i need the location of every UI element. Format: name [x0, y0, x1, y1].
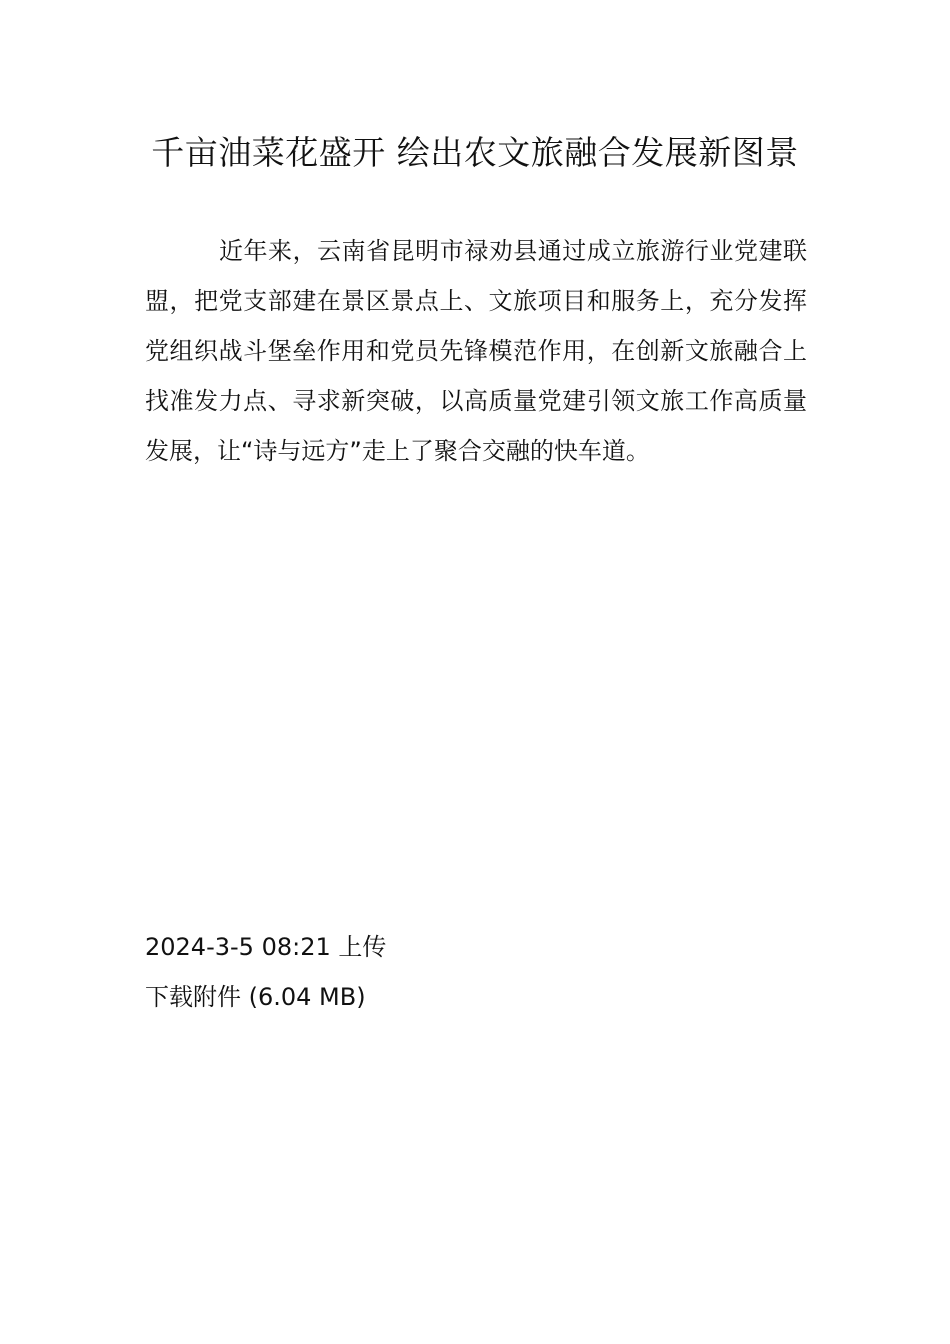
article-title: 千亩油菜花盛开 绘出农文旅融合发展新图景 — [151, 133, 799, 172]
article-body: 近年来，云南省昆明市禄劝县通过成立旅游行业党建联盟，把党支部建在景区景点上、文旅项目和服务上，充分发挥党组织战斗堡垒作用和党员先锋模范作用，在创新文旅融合上找准发力点、寻求新突破，以高质量党建引领文旅工作高质量发展，让“诗与远方”走上了聚合交融的快车道。 — [145, 237, 807, 465]
upload-timestamp: 2024-3-5 08:21 上传 — [145, 933, 387, 961]
download-attachment-link[interactable]: 下载附件 (6.04 MB) — [145, 983, 366, 1011]
